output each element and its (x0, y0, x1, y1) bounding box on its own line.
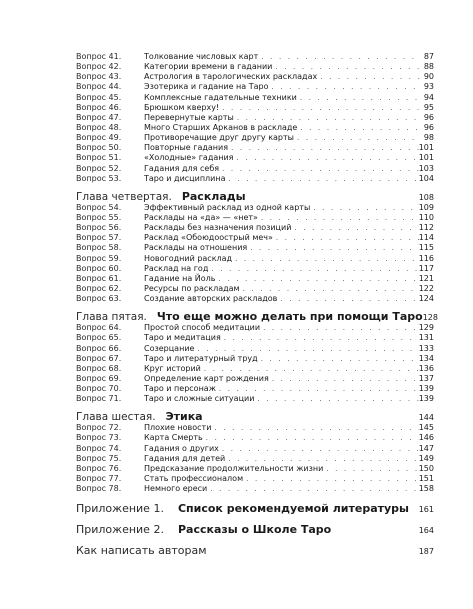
dot-leader (225, 454, 418, 464)
closing-heading[interactable] (76, 544, 434, 557)
question-number: Вопрос 62. (76, 283, 122, 293)
dot-leader (234, 153, 419, 163)
page-number: 158 (418, 484, 434, 494)
question-number: Вопрос 77. (76, 474, 122, 484)
page-number: 134 (418, 353, 434, 363)
toc-entry[interactable] (76, 103, 434, 113)
toc-entry[interactable] (76, 143, 434, 153)
question-number: Вопрос 69. (76, 373, 122, 383)
question-number: Вопрос 64. (76, 323, 122, 333)
appendix-page-number: 161 (418, 505, 434, 515)
page-number: 110 (418, 212, 434, 222)
entry-title: Расклады на отношения (144, 243, 248, 253)
entry-title: Астрология в тарологических раскладах (144, 72, 318, 82)
page-number: 149 (418, 453, 434, 463)
page-number: 101 (418, 153, 434, 163)
toc-entry[interactable] (76, 223, 434, 233)
question-number: Вопрос 41. (76, 51, 122, 61)
entry-title: Повторные гадания (144, 143, 229, 153)
page-number: 131 (418, 333, 434, 343)
toc-entry[interactable] (76, 474, 434, 484)
question-number: Вопрос 76. (76, 463, 122, 473)
page-number: 104 (418, 173, 434, 183)
page-number: 124 (418, 294, 434, 304)
entry-title: Толкование числовых карт (144, 51, 259, 61)
entry-title: Гадания для детей (144, 453, 226, 463)
page-number: 133 (418, 343, 434, 353)
entry-title: Новогодний расклад (144, 253, 233, 263)
entry-title: Таро и медитация (144, 333, 221, 343)
dot-leader (273, 233, 419, 243)
table-of-contents (76, 51, 438, 558)
appendix-title: Рассказы о Школе Таро (177, 523, 332, 537)
closing-label: Как написать авторам (76, 544, 207, 558)
toc-entry[interactable] (76, 354, 434, 364)
entry-title: Таро и литературный труд (144, 353, 258, 363)
dot-leader (297, 123, 420, 133)
dot-leader (258, 213, 419, 223)
question-number: Вопрос 52. (76, 163, 122, 173)
entry-title: Таро и персонаж (144, 384, 216, 394)
question-number: Вопрос 58. (76, 243, 122, 253)
appendix-label: Приложение 2. (76, 523, 164, 537)
page-number: 121 (418, 273, 434, 283)
page-number: 137 (418, 373, 434, 383)
question-number: Вопрос 44. (76, 82, 122, 92)
toc-entry[interactable] (76, 153, 434, 163)
page-number: 96 (423, 122, 434, 132)
entry-title: Гадания для себя (144, 163, 220, 173)
page-number: 112 (418, 223, 434, 233)
entry-title: Создание авторских раскладов (144, 294, 278, 304)
toc-entry[interactable] (76, 384, 434, 394)
entry-title: Категории времени в гадании (144, 62, 273, 72)
question-number: Вопрос 73. (76, 433, 122, 443)
question-number: Вопрос 61. (76, 273, 122, 283)
toc-entry[interactable] (76, 164, 434, 174)
toc-entry[interactable] (76, 284, 434, 294)
dot-leader (216, 384, 419, 394)
chapter-page-number: 108 (418, 192, 434, 202)
entry-title: Круг историй (144, 363, 201, 373)
entry-title: Эффективный расклад из одной карты (144, 202, 311, 212)
chapter-page-number: 128 (422, 313, 438, 323)
toc-entry[interactable] (76, 434, 434, 444)
chapter-title: Этика (165, 410, 203, 424)
dot-leader (317, 72, 420, 82)
entry-title: Созерцание (144, 343, 195, 353)
entry-title: Таро и сложные ситуации (144, 394, 255, 404)
entry-title: Гадание на Йоль (144, 273, 216, 283)
question-number: Вопрос 56. (76, 223, 122, 233)
chapter-heading[interactable] (76, 410, 434, 423)
toc-entry[interactable] (76, 72, 434, 82)
page-number: 146 (418, 433, 434, 443)
toc-entry[interactable] (76, 174, 434, 184)
toc-entry[interactable] (76, 454, 434, 464)
page-number: 87 (423, 51, 434, 61)
dot-leader (219, 444, 419, 454)
dot-leader (277, 294, 418, 304)
dot-leader (258, 52, 420, 62)
page-number: 147 (418, 443, 434, 453)
page-number: 101 (418, 143, 434, 153)
entry-title: Комплексные гадательные техники (144, 92, 297, 102)
question-number: Вопрос 75. (76, 453, 122, 463)
entry-title: Определение карт рождения (144, 373, 269, 383)
entry-title: Перевернутые карты (144, 112, 234, 122)
question-number: Вопрос 42. (76, 62, 122, 72)
question-number: Вопрос 72. (76, 423, 122, 433)
page-number: 150 (418, 463, 434, 473)
appendix-title: Список рекомендуемой литературы (177, 502, 409, 516)
dot-leader (254, 394, 418, 404)
dot-leader (272, 62, 420, 72)
page-number: 95 (423, 102, 434, 112)
toc-entry[interactable] (76, 213, 434, 223)
toc-entry[interactable] (76, 82, 434, 92)
page-number: 114 (418, 233, 434, 243)
toc-entry[interactable] (76, 254, 434, 264)
dot-leader (203, 433, 419, 443)
entry-title: Гадания о других (144, 443, 219, 453)
question-number: Вопрос 48. (76, 122, 122, 132)
question-number: Вопрос 63. (76, 294, 122, 304)
question-number: Вопрос 65. (76, 333, 122, 343)
entry-title: Простой способ медитации (144, 323, 261, 333)
dot-leader (194, 344, 418, 354)
toc-entry[interactable] (76, 62, 434, 72)
toc-entry[interactable] (76, 233, 434, 243)
question-number: Вопрос 74. (76, 443, 122, 453)
entry-title: Много Старших Арканов в раскладе (144, 122, 298, 132)
dot-leader (219, 103, 420, 113)
page-number: 151 (418, 474, 434, 484)
dot-leader (211, 423, 418, 433)
question-number: Вопрос 47. (76, 112, 122, 122)
page-number: 109 (418, 202, 434, 212)
toc-entry[interactable] (76, 52, 434, 62)
dot-leader (226, 174, 419, 184)
closing-page-number: 187 (418, 547, 434, 557)
dot-leader (294, 133, 420, 143)
toc-entry[interactable] (76, 203, 434, 213)
question-number: Вопрос 66. (76, 343, 122, 353)
page-number: 145 (418, 423, 434, 433)
toc-entry[interactable] (76, 344, 434, 354)
dot-leader (221, 333, 419, 343)
page-number: 115 (418, 243, 434, 253)
dot-leader (291, 223, 418, 233)
question-number: Вопрос 55. (76, 212, 122, 222)
toc-entry[interactable] (76, 274, 434, 284)
entry-title: Эзотерика и гадание на Таро (144, 82, 269, 92)
entry-title: Расклады без назначения позиций (144, 223, 292, 233)
entry-title: Стать профессионалом (144, 474, 244, 484)
dot-leader (247, 243, 419, 253)
page-number: 139 (418, 394, 434, 404)
appendix-label: Приложение 1. (76, 502, 164, 516)
entry-title: Немного ереси (144, 484, 208, 494)
chapter-heading[interactable] (76, 310, 438, 324)
dot-leader (323, 464, 418, 474)
chapter-label: Глава четвертая. (76, 190, 172, 203)
chapter-heading[interactable] (76, 190, 434, 203)
dot-leader (310, 203, 418, 213)
question-number: Вопрос 78. (76, 484, 122, 494)
dot-leader (297, 93, 420, 103)
dot-leader (243, 474, 419, 484)
toc-entry[interactable] (76, 113, 434, 123)
toc-entry[interactable] (76, 374, 434, 384)
chapter-label: Глава шестая. (76, 411, 156, 424)
page-number: 129 (418, 323, 434, 333)
question-number: Вопрос 49. (76, 133, 122, 143)
page-number: 116 (418, 253, 434, 263)
question-number: Вопрос 45. (76, 92, 122, 102)
chapter-title: Что еще можно делать при помощи Таро (156, 310, 423, 324)
question-number: Вопрос 53. (76, 173, 122, 183)
entry-title: Расклад на год (144, 263, 209, 273)
chapter-title: Расклады (181, 189, 246, 203)
question-number: Вопрос 50. (76, 143, 122, 153)
page-number: 96 (423, 112, 434, 122)
chapter-label: Глава пятая. (76, 311, 147, 324)
dot-leader (207, 484, 418, 494)
page-number: 136 (418, 363, 434, 373)
toc-entry[interactable] (76, 464, 434, 474)
toc-entry[interactable] (76, 423, 434, 433)
appendix-heading[interactable] (76, 502, 434, 515)
page-number: 139 (418, 384, 434, 394)
entry-title: Карта Смерть (144, 433, 203, 443)
question-number: Вопрос 54. (76, 202, 122, 212)
question-number: Вопрос 59. (76, 253, 122, 263)
question-number: Вопрос 51. (76, 153, 122, 163)
question-number: Вопрос 46. (76, 102, 122, 112)
page-number: 88 (423, 62, 434, 72)
page-number: 90 (423, 72, 434, 82)
toc-entry[interactable] (76, 93, 434, 103)
toc-entry[interactable] (76, 294, 434, 304)
entry-title: Расклады на «да» — «нет» (144, 212, 258, 222)
chapter-page-number: 144 (418, 413, 434, 423)
question-number: Вопрос 70. (76, 384, 122, 394)
dot-leader (234, 113, 420, 123)
toc-entry[interactable] (76, 394, 434, 404)
toc-entry[interactable] (76, 123, 434, 133)
page-number: 93 (423, 82, 434, 92)
dot-leader (208, 264, 418, 274)
question-number: Вопрос 67. (76, 353, 122, 363)
question-number: Вопрос 68. (76, 363, 122, 373)
toc-entry[interactable] (76, 243, 434, 253)
dot-leader (228, 143, 419, 153)
appendix-page-number: 164 (418, 526, 434, 536)
entry-title: Предсказание продолжительности жизни (144, 463, 324, 473)
dot-leader (258, 354, 419, 364)
question-number: Вопрос 43. (76, 72, 122, 82)
page-number: 103 (418, 163, 434, 173)
dot-leader (232, 254, 419, 264)
page-number: 117 (418, 263, 434, 273)
dot-leader (216, 274, 419, 284)
dot-leader (269, 374, 419, 384)
toc-entry[interactable] (76, 133, 434, 143)
entry-title: Противоречащие друг другу карты (144, 133, 294, 143)
page-number: 94 (423, 92, 434, 102)
dot-leader (260, 323, 419, 333)
dot-leader (268, 82, 420, 92)
page-number: 122 (418, 283, 434, 293)
entry-title: Брюшком кверху! (144, 102, 220, 112)
entry-title: Таро и дисциплина (144, 173, 226, 183)
toc-entry[interactable] (76, 364, 434, 374)
dot-leader (240, 284, 419, 294)
question-number: Вопрос 57. (76, 233, 122, 243)
toc-entry[interactable] (76, 333, 434, 343)
entry-title: «Холодные» гадания (144, 153, 234, 163)
toc-entry[interactable] (76, 444, 434, 454)
appendix-heading[interactable] (76, 523, 434, 536)
page-number: 98 (423, 133, 434, 143)
entry-title: Расклад «Обоюдоострый меч» (144, 233, 273, 243)
dot-leader (201, 364, 419, 374)
dot-leader (219, 164, 419, 174)
question-number: Вопрос 71. (76, 394, 122, 404)
entry-title: Плохие новости (144, 423, 212, 433)
toc-entry[interactable] (76, 323, 434, 333)
question-number: Вопрос 60. (76, 263, 122, 273)
toc-entry[interactable] (76, 264, 434, 274)
toc-entry[interactable] (76, 484, 434, 494)
entry-title: Ресурсы по раскладам (144, 283, 240, 293)
